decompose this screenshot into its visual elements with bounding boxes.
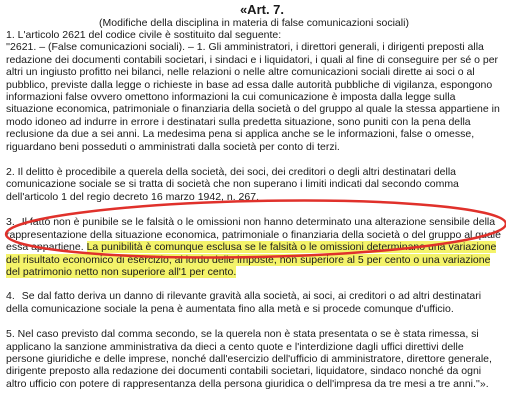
document-page: [6, 2, 502, 403]
paragraph-3-text: Il fatto non è punibile se le falsità o le omissioni non hanno determinato una alterazione sensibile della rappresentazione della situazione economica, patrimoniale o finanziaria della società o del gruppo al quale essa appartiene.: [6, 216, 501, 254]
paragraph-2: 2. Il delitto è procedibile a querela della società, dei soci, dei creditori o degli altri destinatari della comunicazione sociale se si tratta di società che non superano i limiti indicati dal secondo comma dell'articolo 1 del regio decreto 16 marzo 1942, n. 267.: [6, 166, 459, 203]
paragraph-5: 5. Nel caso previsto dal comma secondo, se la querela non è stata presentata o se è stata rimessa, si applicano la sanzione amministrativa da dieci a cento quote e l'interdizione dagli uffici direttivi delle persone giuridiche e delle imprese, nonché dall'esercizio dell'ufficio di amministratore, direttore generale, dirigente preposto alla redazione dei documenti contabili societari, liquidatore, sindaco nonché da ogni altro ufficio con potere di rappresentanza della persona giuridica o dell'impresa da tre mesi a tre anni.''».: [6, 328, 492, 390]
article-subtitle: (Modifiche della disciplina in materia di false comunicazioni sociali): [99, 17, 409, 29]
paragraph-1-intro: 1. L'articolo 2621 del codice civile è sostituito dal seguente:: [6, 29, 282, 41]
paragraph-4-number: 4.: [6, 290, 15, 303]
paragraph-4-text: Se dal fatto deriva un danno di rilevante gravità alla società, ai soci, ai creditori o ad altri destinatari della comunicazione sociale la pena è aumentata fino alla metà e si procede comunque d'ufficio.: [6, 290, 482, 315]
article-title: «Art. 7.: [239, 2, 285, 17]
paragraph-4: [6, 290, 502, 315]
paragraph-1: [6, 29, 502, 153]
paragraph-1-body: ''2621. – (False comunicazioni sociali). – 1. Gli amministratori, i direttori generali, i dirigenti preposti alla redazione dei documenti contabili societari, i sindaci e i liquidatori, i quali al fine di conseguire per sé o per altri un ingiusto profitto nei bilanci, nelle relazioni o nelle altre comunicazioni sociali dirette ai soci o al pubblico, previste dalla legge o richieste in base ad essa dalle autorità pubbliche di vigilanza, espongono informazioni false ovvero omettono informazioni la cui comunicazione è imposta dalla legge sulla situazione economica, patrimoniale o finanziaria della società o del gruppo al quale la stessa appartiene in modo idoneo ad indurre in errore i destinatari sulla predetta situazione, sono puniti con la pena della reclusione da due a sei anni. La medesima pena si applica anche se le informazioni, false o omesse, riguardano beni posseduti o amministrati dalla società per conto di terzi.: [6, 41, 500, 153]
paragraph-3: [6, 216, 502, 278]
paragraph-3-number: 3.: [6, 216, 15, 229]
highlighted-text: La punibilità è comunque esclusa se le falsità o le omissioni determinano una variazione del risultato economico di esercizio, al lordo delle imposte, non superiore al 5 per cento o una variazione del patrimonio netto non superiore all'1 per cento.: [6, 241, 497, 278]
